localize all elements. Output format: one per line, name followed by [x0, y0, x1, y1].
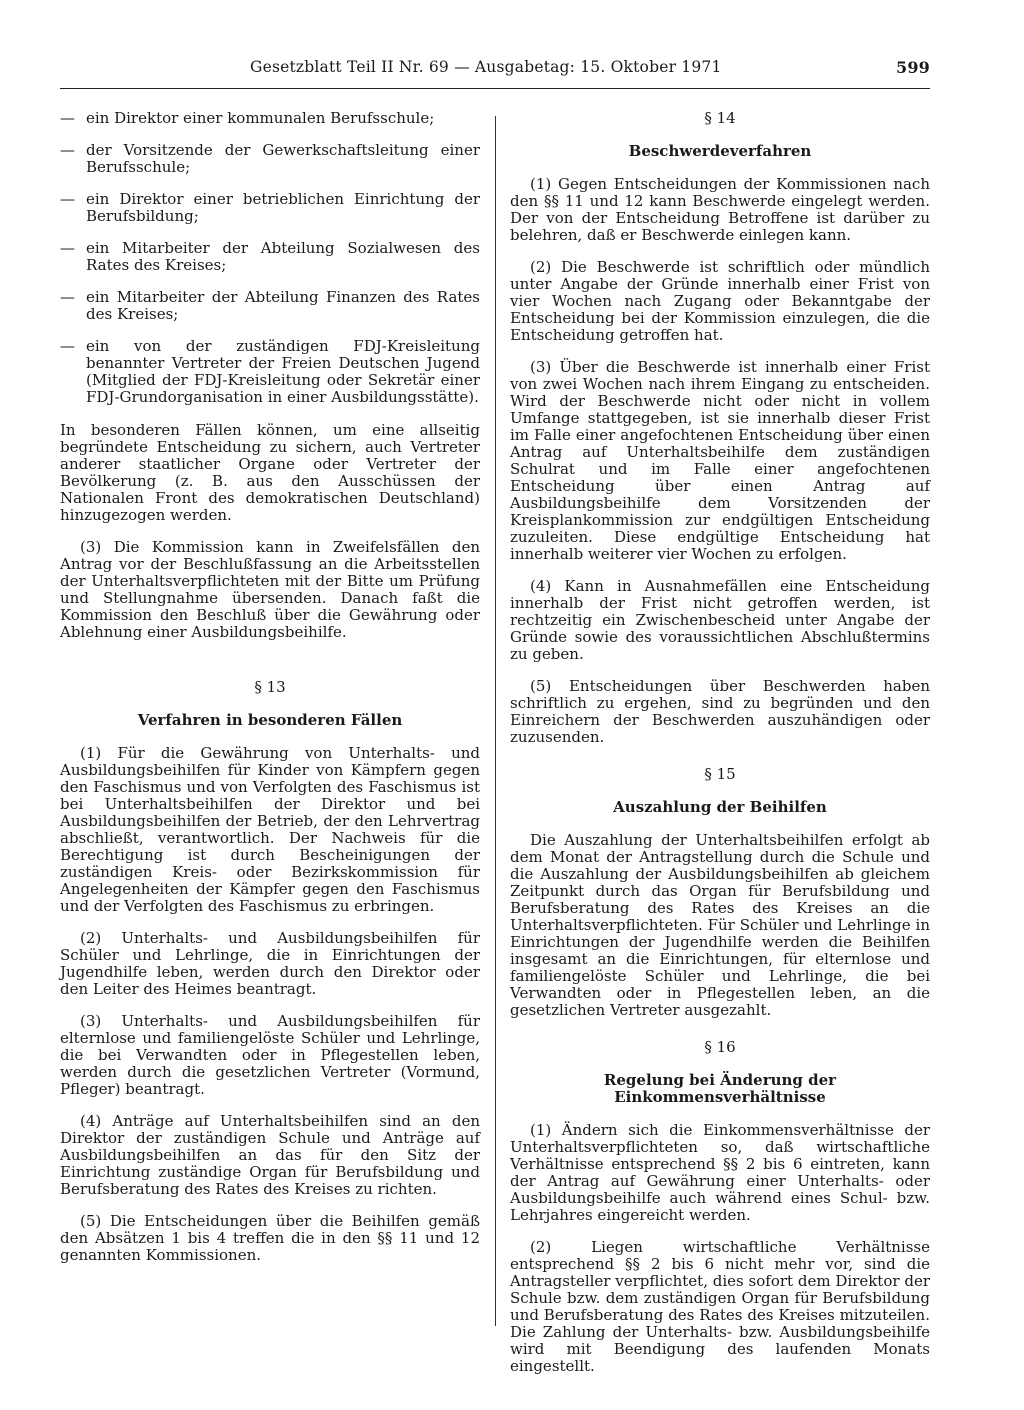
section-16-paragraph: (2) Liegen wirtschaftliche Verhältnisse entsprechend §§ 2 bis 6 nicht mehr vor, sind die Antragsteller verpflichtet, dies sofort dem Direktor der Schule bzw. dem zuständigen Organ für Berufsbildung und Berufsberatung des Rates des Kreises mitzuteilen. Die Zahlung der Unterhalts- bzw. Ausbildungsbeihilfe wird mit Beendigung des laufenden Monats eingestellt. — [510, 1238, 930, 1375]
section-14-paragraph: (5) Entscheidungen über Beschwerden haben schriftlich zu ergehen, sind zu begründen und den Einreichern der Beschwerden auszuhändigen oder zuzusenden. — [510, 677, 930, 746]
section-13-paragraph: (3) Unterhalts- und Ausbildungsbeihilfen für elternlose und familiengelöste Schüler und Lehrlinge, die bei Verwandten oder in Pflegestellen leben, werden durch die gesetzlichen Vertreter (Vormund, Pfleger) beantragt. — [60, 1012, 480, 1098]
list-item: — der Vorsitzende der Gewerkschaftsleitung einer Berufsschule; — [60, 142, 480, 176]
section-16-title: Regelung bei Änderung der Einkommensverhältnisse — [603, 1071, 837, 1106]
section-16-number: § 16 — [704, 1038, 736, 1056]
section-13-paragraph: (1) Für die Gewährung von Unterhalts- und Ausbildungsbeihilfen für Kinder von Kämpfern gegen den Faschismus und von Verfolgten des Faschismus ist bei Unterhaltsbeihilfen der Direktor und bei Ausbildungsbeihilfen der Betrieb, der den Lehrvertrag abschließt, verantwortlich. Der Nachweis für die Berechtigung ist durch Bescheinigungen der zuständigen Kreis- oder Bezirkskommission für Angelegenheiten der Kämpfer gegen den Faschismus und der Verfolgten des Faschismus zu erbringen. — [60, 744, 480, 915]
section-15-paragraph: Die Auszahlung der Unterhaltsbeihilfen erfolgt ab dem Monat der Antragstellung durch die Schule und die Auszahlung der Ausbildungsbeihilfen ab gleichem Zeitpunkt durch das Organ für Berufsbildung und Berufsberatung des Rates des Kreises an die Unterhaltsverpflichteten. Für Schüler und Lehrlinge in Einrichtungen der Jugendhilfe werden die Beihilfen insgesamt an die Einrichtungen, für elternlose und familiengelöste Schüler und Lehrlinge, die bei Verwandten oder in Pflegestellen leben, an die gesetzlichen Vertreter ausgezahlt. — [510, 831, 930, 1019]
section-13-number: § 13 — [254, 678, 286, 696]
section-14-paragraph: (4) Kann in Ausnahmefällen eine Entscheidung innerhalb der Frist nicht getroffen werden, ist rechtzeitig ein Zwischenbescheid unter Angabe der Gründe sowie des voraussichtlichen Abschlußtermins zu geben. — [510, 577, 930, 663]
section-14-number: § 14 — [704, 109, 736, 127]
section-13-title: Verfahren in besonderen Fällen — [137, 711, 403, 729]
section-14-paragraph: (2) Die Beschwerde ist schriftlich oder mündlich unter Angabe der Gründe innerhalb einer Frist von vier Wochen nach Zugang oder Bekanntgabe der Entscheidung bei der Kommission einzulegen, die die Entscheidung getroffen hat. — [510, 258, 930, 344]
left-column — [60, 110, 480, 1279]
commission-members-list — [60, 110, 480, 406]
page-number: 599 — [896, 58, 930, 77]
list-item: — ein Direktor einer kommunalen Berufsschule; — [60, 110, 480, 127]
right-column — [510, 110, 930, 1390]
section-14-paragraph: (3) Über die Beschwerde ist innerhalb einer Frist von zwei Wochen nach ihrem Eingang zu entscheiden. Wird der Beschwerde nicht oder nicht in vollem Umfange stattgegeben, ist sie innerhalb dieser Frist im Falle einer angefochtenen Entscheidung über einen Antrag auf Unterhaltsbeihilfe dem zuständigen Schulrat und im Falle einer angefochtenen Entscheidung über einen Antrag auf Ausbildungsbeihilfe dem Vorsitzenden der Kreisplankommission zur endgültigen Entscheidung zuzuleiten. Diese endgültige Entscheidung hat innerhalb weiterer vier Wochen zu erfolgen. — [510, 358, 930, 563]
section-13-paragraph: (4) Anträge auf Unterhaltsbeihilfen sind an den Direktor der zuständigen Schule und Anträge auf Ausbildungsbeihilfen an das für den Sitz der Einrichtung zuständige Organ für Berufsbildung und Berufsberatung des Rates des Kreises zu richten. — [60, 1112, 480, 1198]
section-13-paragraph: (5) Die Entscheidungen über die Beihilfen gemäß den Absätzen 1 bis 4 treffen die in den §§ 11 und 12 genannten Kommissionen. — [60, 1212, 480, 1264]
paragraph-special-cases: In besonderen Fällen können, um eine allseitig begründete Entscheidung zu sichern, auch Vertreter anderer staatlicher Organe oder Vertreter der Bevölkerung (z. B. aus den Ausschüssen der Nationalen Front des demokratischen Deutschland) hinzugezogen werden. — [60, 421, 480, 524]
header-rule — [60, 88, 930, 89]
paragraph-3: (3) Die Kommission kann in Zweifelsfällen den Antrag vor der Beschlußfassung an die Arbeitsstellen der Unterhaltsverpflichteten mit der Bitte um Prüfung und Stellungnahme übersenden. Danach faßt die Kommission den Beschluß über die Gewährung oder Ablehnung einer Ausbildungsbeihilfe. — [60, 538, 480, 641]
section-15-title: Auszahlung der Beihilfen — [613, 798, 827, 816]
section-13-paragraph: (2) Unterhalts- und Ausbildungsbeihilfen für Schüler und Lehrlinge, die in Einrichtungen der Jugendhilfe leben, werden durch den Direktor oder den Leiter des Heimes beantragt. — [60, 929, 480, 998]
list-item: — ein von der zuständigen FDJ-Kreisleitung benannter Vertreter der Freien Deutschen Jugend (Mitglied der FDJ-Kreisleitung oder Sekretär einer FDJ-Grundorganisation in einer Ausbildungsstätte). — [60, 338, 480, 406]
list-item: — ein Mitarbeiter der Abteilung Sozialwesen des Rates des Kreises; — [60, 240, 480, 274]
section-14-paragraph: (1) Gegen Entscheidungen der Kommissionen nach den §§ 11 und 12 kann Beschwerde eingelegt werden. Der von der Entscheidung Betroffene ist darüber zu belehren, daß er Beschwerde einlegen kann. — [510, 175, 930, 244]
column-divider — [495, 116, 496, 1326]
list-item: — ein Direktor einer betrieblichen Einrichtung der Berufsbildung; — [60, 191, 480, 225]
list-item: — ein Mitarbeiter der Abteilung Finanzen des Rates des Kreises; — [60, 289, 480, 323]
section-15-number: § 15 — [704, 765, 736, 783]
header-title: Gesetzblatt Teil II Nr. 69 — Ausgabetag: 15. Oktober 1971 — [250, 58, 722, 76]
section-14-title: Beschwerdeverfahren — [628, 142, 812, 160]
section-16-paragraph: (1) Ändern sich die Einkommensverhältnisse der Unterhaltsverpflichteten so, daß wirtschaftliche Verhältnisse entsprechend §§ 2 bis 6 eintreten, kann der Antrag auf Gewährung einer Unterhalts- oder Ausbildungsbeihilfe auch während eines Schul- bzw. Lehrjahres eingereicht werden. — [510, 1121, 930, 1224]
